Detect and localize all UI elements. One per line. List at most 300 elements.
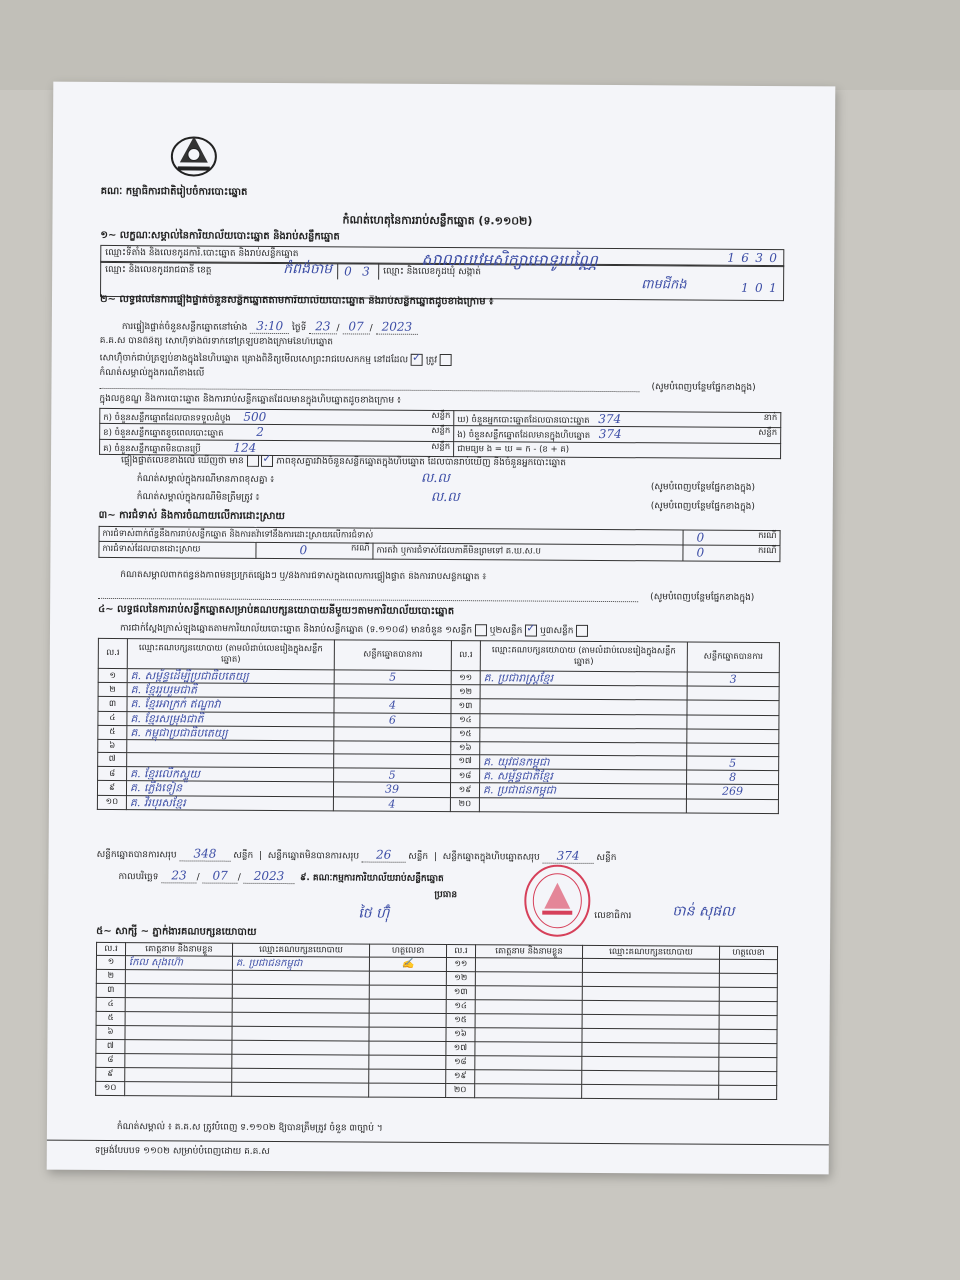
party-no: ១១ <box>451 671 480 685</box>
witness-name <box>475 1014 582 1029</box>
witness-no: ៦ <box>96 1025 125 1039</box>
total-invalid-unit: សន្លឹក <box>408 851 429 862</box>
witness-no: ១៨ <box>446 1056 475 1070</box>
witness-no: ១៦ <box>446 1028 475 1042</box>
two-sheet-checkbox[interactable] <box>525 625 537 637</box>
seal-yes-checkbox[interactable] <box>411 354 423 366</box>
seal-check-text: គ.គ.ស បានពិនិត្យ សោហ៊ុំទាំងពីរទាក់នៅត្រឡប់ខាងក្រោមនៃហិបឆ្នោត <box>99 335 334 348</box>
w-col-no-left <box>96 942 125 955</box>
discrepancy-note-label: កំណត់សម្គាល់ក្នុងករណីមានភាពខុសគ្នា ៖ <box>136 474 275 485</box>
party-no: ១២ <box>451 685 480 699</box>
secretary-label: លេខាធិការ <box>594 910 632 922</box>
discrepancy-note-fill: (សូមបំពេញបន្ថែមផ្នែកខាងក្នុង) <box>650 482 756 493</box>
section1-heading: ១~ លក្ខណៈសម្គាល់នៃការិយាល័យបោះឆ្នោត និងរាប់សន្លឹកឆ្នោត <box>100 229 340 243</box>
section2-heading: ២~ លទ្ធផលនៃការផ្ទៀងផ្ទាត់ចំនួនសន្លឹកឆ្នោតតាមការិយាល័យបោះឆ្នោត និងរាប់សន្លឹកឆ្នោតដូចខាងក្រោម ៖ <box>99 293 494 308</box>
witness-signature: ✍ <box>369 957 446 971</box>
total-valid-unit: សន្លឹក <box>233 850 254 861</box>
party-name: គ. យុវជនកម្ពុជា <box>480 755 687 770</box>
count-sheets-line <box>120 622 588 637</box>
party-no: ១ <box>98 668 127 682</box>
witness-no: ៨ <box>96 1053 125 1067</box>
wall-background <box>0 0 960 90</box>
col-no-right-text: ល.រ <box>459 650 473 661</box>
party-name <box>480 699 687 714</box>
total-valid-value: 348 <box>179 846 230 861</box>
witness-row <box>96 1081 777 1099</box>
party-votes <box>687 700 779 715</box>
resolved-unit: ករណី <box>350 543 370 554</box>
witness-signature <box>719 973 777 987</box>
witness-signature <box>369 1013 446 1027</box>
col-votes-right <box>687 642 779 673</box>
office-code-2: 6 <box>741 250 749 265</box>
party-votes: 3 <box>687 672 779 687</box>
footer-divider <box>47 1140 829 1146</box>
witness-name <box>475 1070 582 1085</box>
witness-signature <box>369 999 446 1013</box>
witness-name <box>475 1028 582 1043</box>
spoiled-unit: សន្លឹក <box>431 426 451 437</box>
party-votes: 39 <box>333 782 450 797</box>
party-no: ២ <box>98 683 127 697</box>
party-no: ១៣ <box>451 699 480 713</box>
ballot-intro: ក្នុងលក្ខខណ្ឌ និងការបោះឆ្នោត និងការរាប់សន្លឹកឆ្នោតដែលមានក្នុងហិបឆ្នោតដូចខាងក្រោម ៖ <box>99 393 401 406</box>
party-no: ៩ <box>97 781 126 795</box>
w-col-sign-right-text: ហត្ថលេខា <box>732 947 765 958</box>
witness-no: ២០ <box>446 1084 475 1098</box>
nec-emblem-icon <box>168 128 220 178</box>
verification-time-line: ការផ្ទៀងផ្ទាត់ចំនួនសន្លឹកឆ្នោតនៅម៉ោង 3:10 ថ្ងៃទី 23 / 07 / 2023 <box>122 318 418 335</box>
appeal-value: 0 <box>696 545 705 560</box>
province-code-1: 0 <box>344 264 352 279</box>
section5-heading: ៥~ សាក្សី ~ ភ្នាក់ងារគណបក្សនយោបាយ <box>96 925 257 938</box>
verification-day: 23 <box>309 319 336 334</box>
party-name <box>480 727 687 742</box>
party-votes: 6 <box>334 712 451 727</box>
signing-date-label: កាលបរិច្ឆេទ <box>118 872 159 883</box>
witness-party <box>232 984 369 999</box>
witness-party <box>232 1026 369 1041</box>
seal-status-text: សោហ៊ុំចាក់ជាប់ត្រឡប់ខាងក្នុងនៃហិបឆ្នោត គ្រោងពិនិត្យមើលសោព្រះរាជបេសកកម្ម នៅដដែល <box>99 353 409 366</box>
objections-total-cell <box>683 530 780 546</box>
witness-party <box>582 958 719 973</box>
col-votes-left-text: សន្លឹកឆ្នោតបានការ <box>363 649 423 661</box>
witness-party <box>582 1028 719 1043</box>
witness-no: ៩ <box>96 1067 125 1081</box>
w-col-name-right-text: គោត្តនាម និងនាមខ្លួន <box>495 946 563 957</box>
section4-heading: ៤~ លទ្ធផលនៃការរាប់សន្លឹកឆ្នោតសម្រាប់គណបក្សនយោបាយនីមួយៗតាមការិយាល័យបោះឆ្នោត <box>98 603 455 618</box>
witness-name <box>475 1084 582 1099</box>
party-no: ៧ <box>98 752 127 766</box>
witness-name <box>475 1000 582 1015</box>
party-name <box>127 740 334 754</box>
commune-code-2: 0 <box>755 280 763 295</box>
spoiled-label: ខ) ចំនួនសន្លឹកឆ្នោតខូចពេលបោះឆ្នោត <box>103 428 224 440</box>
witness-no: ១ <box>96 955 125 969</box>
form-footer: ទម្រង់បែបបទ ១១០២ សម្រាប់បំពេញដោយ គ.គ.ស <box>94 1145 270 1157</box>
party-name <box>480 685 687 700</box>
witness-no: ១៣ <box>446 986 475 1000</box>
w-col-sign-left <box>369 944 446 957</box>
witness-party <box>582 1084 719 1099</box>
party-votes: 4 <box>334 698 451 713</box>
commune-code-1: 1 <box>741 280 749 295</box>
seal-note-label: កំណត់សម្គាល់ក្នុងករណីខាងលើ <box>99 367 205 379</box>
col-no-left <box>98 638 127 668</box>
resolved-value: 0 <box>299 543 308 558</box>
party-votes: 5 <box>687 756 779 771</box>
party-name: គ. ខ្មែរអាក្រក់ ឥណ្ឌាវា <box>127 697 334 712</box>
compare-yes-checkbox[interactable] <box>247 455 259 467</box>
irregularity-note-line <box>98 588 638 602</box>
party-no: ៨ <box>98 767 127 781</box>
witness-no: ១០ <box>96 1081 125 1095</box>
witness-party <box>582 1000 719 1015</box>
witness-party <box>232 970 369 985</box>
province-label: ឈ្មោះ និងលេខកូដរាជធានី ខេត្ត <box>105 264 212 276</box>
row-voters <box>454 411 781 428</box>
party-votes <box>687 743 779 757</box>
witness-party <box>232 1040 369 1055</box>
party-name: គ. ខ្មែរលើកស្ទួយ <box>127 767 334 782</box>
party-votes: 8 <box>687 770 779 785</box>
witness-party <box>232 1012 369 1027</box>
w-col-name-left <box>125 943 232 957</box>
objections-total-value: 0 <box>696 530 705 545</box>
irregular-note-label: កំណត់សម្គាល់ក្នុងករណីមិនត្រឹមត្រូវ ៖ <box>136 492 260 503</box>
witness-no: ១២ <box>446 972 475 986</box>
total-invalid-label: សន្លឹកឆ្នោតមិនបានការសរុប <box>267 850 360 862</box>
ballot-count-form <box>47 82 836 1175</box>
party-no: ១៧ <box>451 754 480 768</box>
objections-table <box>98 526 780 562</box>
province-value: កំពង់ចាម <box>283 261 333 278</box>
witness-no: ២ <box>96 969 125 983</box>
col-party-right <box>480 641 687 672</box>
verification-time-label: ការផ្ទៀងផ្ទាត់ចំនួនសន្លឹកឆ្នោតនៅម៉ោង <box>121 322 248 333</box>
witness-party <box>582 1014 719 1029</box>
witness-signature <box>719 1029 777 1043</box>
party-no: ៥ <box>98 725 127 739</box>
party-name: គ. វិរបុរសខ្មែរ <box>126 795 333 810</box>
seal-status-line <box>100 352 452 366</box>
witness-signature <box>369 1055 446 1069</box>
w-col-sign-left-text: ហត្ថលេខា <box>391 945 425 956</box>
committee-label: ៩. គណៈកម្មការការិយាល័យរាប់សន្លឹកឆ្នោត <box>299 873 444 885</box>
signing-date: កាលបរិច្ឆេទ 23 / 07 / 2023 ៩. គណៈកម្មការការិយាល័យរាប់សន្លឹកឆ្នោត <box>118 868 444 885</box>
witness-party <box>232 1082 369 1097</box>
w-col-sign-right <box>719 946 777 959</box>
office-code-1: 1 <box>727 250 735 265</box>
voters-value: 374 <box>598 411 622 427</box>
witness-name <box>125 1068 232 1083</box>
commune-value: ពាមជីកង <box>641 277 687 293</box>
party-votes <box>334 754 451 769</box>
w-col-party-right <box>582 945 719 959</box>
compare-no-checkbox[interactable] <box>261 455 273 467</box>
w-col-party-right-text: ឈ្មោះគណបក្សនយោបាយ <box>609 946 693 958</box>
resolved-label-cell <box>99 542 256 558</box>
seal-yes-label: ត្រូវ <box>425 355 438 366</box>
witness-name: កែល សុងហ៊ោ <box>125 956 232 971</box>
form-title: កំណត់ហេតុនៃការរាប់សន្លឹកឆ្នោត (ទ.១១០២) <box>342 213 533 228</box>
official-stamp-icon <box>522 863 592 939</box>
province-code-2: 3 <box>362 264 370 279</box>
witness-party <box>232 1068 369 1083</box>
witness-no: ៤ <box>96 997 125 1011</box>
witness-signature <box>719 959 777 973</box>
witness-name <box>125 998 232 1013</box>
party-votes: 5 <box>334 768 451 783</box>
count-sheets-text: ការជាក់ស្ដែងក្រាស់ឡុងឆ្នោតតាមការិយាល័យបោះឆ្នោត និងរាប់សន្លឹកឆ្នោត (ទ.១១០៨) មានចំនួន ១សន្លឹក <box>119 623 473 636</box>
party-name: គ. សម្ព័ន្ធដើម្បីប្រជាធិបតេយ្យ <box>127 669 334 684</box>
witness-name <box>125 1040 232 1055</box>
footnote: កំណត់សម្គាល់ ៖ គ.គ.ស ត្រូវបំពេញ ទ.១១០២ ឱ្យបានត្រឹមត្រូវ ចំនួន ៣ច្បាប់ ។ <box>116 1122 383 1134</box>
witness-signature <box>369 1069 446 1083</box>
row-spoiled <box>100 424 454 442</box>
objections-total-unit: ករណី <box>758 530 777 542</box>
date-prefix: ថ្ងៃទី <box>292 323 307 334</box>
witness-name <box>475 986 582 1001</box>
seal-no-checkbox[interactable] <box>440 354 452 366</box>
appeal-unit: ករណី <box>757 546 777 557</box>
ballot-counts-table <box>99 408 781 459</box>
party-name: គ. ប្រជាជនកម្ពុជា <box>479 783 686 798</box>
resolved-label: ការជំទាស់ដែលបានដោះស្រាយ <box>102 544 201 556</box>
witness-name <box>475 1042 582 1057</box>
commune-label: ឈ្មោះ និងលេខកូដឃុំ សង្កាត់ <box>383 266 482 278</box>
resolved-value-cell <box>256 543 373 559</box>
unused-label: គ) ចំនួនសន្លឹកឆ្នោតមិនបានប្រើ <box>103 443 201 455</box>
party-name <box>480 713 687 728</box>
objections-header-text: ការជំទាស់ពាក់ព័ន្ធនឹងការរាប់សន្លឹកឆ្នោត និងការតវ៉ាទៅនឹងការដោះស្រាយលើការជំទាស់ <box>102 529 374 541</box>
total-box-unit: សន្លឹក <box>596 852 617 864</box>
signing-year: 2023 <box>244 869 295 884</box>
witness-name <box>125 1012 232 1027</box>
col-party-left <box>127 639 334 670</box>
total-invalid-value: 26 <box>362 848 405 863</box>
in-box-label: ង) ចំនួនសន្លឹកឆ្នោតដែលមានក្នុងហិបឆ្នោត <box>457 430 591 442</box>
witness-signature <box>719 1085 777 1099</box>
party-votes <box>334 684 451 699</box>
chair-label: ប្រធាន <box>434 889 458 901</box>
irregular-note-value: ល.ល <box>430 489 460 506</box>
appeal-value-cell <box>683 545 780 561</box>
irregularity-note-fill: (សូមបំពេញបន្ថែមផ្នែកខាងក្នុង) <box>650 592 755 603</box>
party-row <box>97 795 778 813</box>
party-votes: 5 <box>334 670 451 685</box>
party-no: ១៩ <box>450 783 479 797</box>
party-name: គ. សម្ព័ន្ធជាតិខ្មែរ <box>480 769 687 784</box>
witness-party <box>582 1042 719 1057</box>
verification-month: 07 <box>342 319 369 334</box>
appeal-label-cell <box>373 543 683 560</box>
commune-code-3: 1 <box>769 280 777 296</box>
witness-party: គ. ប្រជាជនកម្ពុជា <box>232 956 369 971</box>
signing-day: 23 <box>161 868 196 883</box>
party-name: គ. ខ្មែររួបរួមជាតិ <box>127 683 334 698</box>
w-col-party-left-text: ឈ្មោះគណបក្សនយោបាយ <box>259 944 343 956</box>
party-rows <box>97 668 779 813</box>
secretary-signature: ចាន់ សុផល <box>672 903 735 920</box>
witness-signature <box>719 1057 777 1071</box>
witness-signature <box>369 1041 446 1055</box>
witness-name <box>125 970 232 985</box>
witness-signature <box>719 987 777 1001</box>
witness-name <box>125 984 232 999</box>
w-col-no-right <box>446 945 475 958</box>
seal-check-line <box>100 336 790 351</box>
party-name <box>479 797 686 812</box>
discrepancy-note-value: ល.ល <box>420 470 450 487</box>
witness-party <box>582 1070 719 1085</box>
party-votes-table <box>97 638 780 814</box>
appeal-label: ការតវ៉ា ឬការជំទាស់ដែលភាគីមិនព្រមទៅ គ.ឃ.ស.ប <box>376 546 541 558</box>
col-votes-left <box>334 640 451 671</box>
party-name: គ. ខ្មែរសម្រុងជាតិ <box>127 711 334 726</box>
in-box-value: 374 <box>598 427 622 442</box>
unused-unit: សន្លឹក <box>431 441 451 452</box>
witness-name <box>125 1082 232 1097</box>
compare-line <box>121 454 781 470</box>
witness-no: ១៥ <box>446 1014 475 1028</box>
total-box-value: 374 <box>543 849 594 864</box>
party-no: ៦ <box>98 739 127 752</box>
office-code-box <box>723 250 783 266</box>
party-no: ១០ <box>97 795 126 809</box>
one-sheet-checkbox[interactable] <box>475 624 487 636</box>
province-code-box <box>337 263 379 279</box>
three-sheet-label: ឬ៣សន្លឹក <box>540 626 574 637</box>
witness-table <box>95 942 778 1100</box>
witness-name <box>125 1026 232 1041</box>
spoiled-value: 2 <box>256 425 264 440</box>
col-party-right-text: ឈ្មោះគណបក្សនយោបាយ (តាមលំដាប់លេខរៀងក្នុងសន្លឹកឆ្នោត) <box>491 645 676 667</box>
row-in-box <box>454 426 781 443</box>
received-value: 500 <box>243 409 267 424</box>
office-code-3: 3 <box>755 250 763 265</box>
party-no: ១៤ <box>451 713 480 727</box>
witness-signature <box>369 985 446 999</box>
party-no: ១៨ <box>451 769 480 783</box>
office-location-label: ឈ្មោះទីតាំង និងលេខកូដការិ.បោះឆ្នោត និងរាប់សន្លឹកឆ្នោត <box>105 247 299 260</box>
party-name: គ. ភ្លើងទៀន <box>126 781 333 796</box>
compare-label: ផ្ទៀងផ្ទាត់លេខខាងលើ ឃើញថា មាន <box>120 455 244 467</box>
witness-name <box>475 1056 582 1071</box>
w-col-name-right <box>475 945 582 959</box>
w-col-no-right-text: ល.រ <box>454 945 468 957</box>
witness-no: ៣ <box>96 983 125 997</box>
three-sheet-checkbox[interactable] <box>576 625 588 637</box>
witness-no: ១៤ <box>446 1000 475 1014</box>
verification-time-value: 3:10 <box>250 319 289 334</box>
two-sheet-label: ឬ២សន្លឹក <box>489 625 523 636</box>
witness-party <box>582 986 719 1001</box>
w-col-party-left <box>232 943 369 957</box>
witness-no: ១១ <box>446 958 475 972</box>
party-votes <box>687 686 779 701</box>
witness-signature <box>719 1071 777 1085</box>
witness-signature <box>719 1043 777 1057</box>
total-valid-label: សន្លឹកឆ្នោតបានការសរុប <box>96 849 177 861</box>
party-no: ៤ <box>98 711 127 725</box>
witness-signature <box>369 971 446 985</box>
witness-party <box>582 1056 719 1071</box>
party-name: គ. ប្រជារាស្ត្រខ្មែរ <box>480 671 687 686</box>
witness-signature <box>719 1015 777 1029</box>
unused-value: 124 <box>233 440 257 455</box>
witness-name <box>475 958 582 973</box>
party-votes: 4 <box>333 796 450 811</box>
irregular-note-fill: (សូមបំពេញបន្ថែមផ្នែកខាងក្នុង) <box>650 501 755 512</box>
party-name: គ. កម្ពុជាប្រជាធិបតេយ្យ <box>127 725 334 740</box>
witness-signature <box>369 1027 446 1041</box>
party-votes <box>687 715 779 730</box>
witness-signature <box>369 1083 446 1097</box>
total-box-label: សន្លឹកឆ្នោតក្នុងហិបឆ្នោតសរុប <box>442 852 540 863</box>
school-name-value: សាលាបឋមសិក្សាមោទូរបណ្ណៃ <box>421 249 598 270</box>
signing-month: 07 <box>202 869 237 884</box>
compare-tail: ភាពខុសគ្នារវាងចំនួនសន្លឹកឆ្នោតក្នុងហិបឆ្នោត ដែលបានរាប់ឃើញ និងចំនួនអ្នកបោះឆ្នោត <box>276 456 566 469</box>
chair-signature: ថៃ ហ៊ុំ <box>358 905 390 922</box>
witness-no: ១៩ <box>446 1070 475 1084</box>
party-votes <box>686 799 778 814</box>
party-votes <box>334 727 451 742</box>
totals-row: សន្លឹកឆ្នោតបានការសរុប 348 សន្លឹក | សន្លឹកឆ្នោតមិនបានការសរុប 26 សន្លឹក | សន្លឹកឆ្នោតក្នុងហិបឆ្នោតសរុប 374 សន្លឹក <box>96 846 617 864</box>
office-code-4: 0 <box>769 250 777 266</box>
witness-no: ៥ <box>96 1011 125 1025</box>
voters-unit: នាក់ <box>763 412 778 424</box>
w-col-name-left-text: គោត្តនាម និងនាមខ្លួន <box>145 944 213 955</box>
party-name <box>127 753 334 768</box>
irregularity-note: កំណត់សម្គាល់ពាក់ព័ន្ធនឹងភាពមិនប្រក្រតីផ្សេងៗ ឬ/និងការជំទាស់ក្នុងពេលការផ្ទៀងផ្ទាត់ និងការរាប់សន្លឹកឆ្នោត ៖ <box>120 570 487 583</box>
witness-no: ១៧ <box>446 1042 475 1056</box>
party-no: ២០ <box>450 797 479 811</box>
w-col-no-left-text: ល.រ <box>104 943 118 954</box>
witness-party <box>582 972 719 987</box>
col-no-left-text: ល.រ <box>106 648 120 659</box>
party-no: ៣ <box>98 697 127 711</box>
in-box-unit: សន្លឹក <box>758 428 778 439</box>
seal-note-line <box>99 378 639 392</box>
col-no-right <box>451 641 480 671</box>
party-no: ១៥ <box>451 727 480 741</box>
party-no: ១៦ <box>451 741 480 754</box>
received-label: ក) ចំនួនសន្លឹកឆ្នោតដែលបានទទួលដំបូង <box>103 412 231 424</box>
seal-note-fill: (សូមបំពេញបន្ថែមផ្នែកខាងក្នុង) <box>651 382 756 393</box>
witness-party <box>232 1054 369 1069</box>
witness-no: ៧ <box>96 1039 125 1053</box>
witness-party <box>232 998 369 1013</box>
col-party-left-text: ឈ្មោះគណបក្សនយោបាយ (តាមលំដាប់លេខរៀងក្នុងសន្លឹកឆ្នោត) <box>138 643 323 665</box>
party-votes: 269 <box>686 784 778 799</box>
row-received <box>100 408 454 426</box>
formula-text: ជាមធ្យម ង = ឃ = ក - (ខ + គ) <box>457 443 570 455</box>
commune-code-box <box>737 280 783 296</box>
witness-name <box>125 1054 232 1069</box>
witness-name <box>475 972 582 987</box>
witness-rows <box>96 955 778 1099</box>
col-votes-right-text: សន្លឹកឆ្នោតបានការ <box>703 652 764 663</box>
verification-year: 2023 <box>376 320 419 335</box>
received-unit: សន្លឹក <box>431 410 451 422</box>
witness-signature <box>719 1001 777 1015</box>
party-votes <box>687 729 779 744</box>
voters-label: ឃ) ចំនួនអ្នកបោះឆ្នោតដែលបានបោះឆ្នោត <box>457 415 590 426</box>
party-votes <box>334 741 451 755</box>
section3-heading: ៣~ ការជំទាស់ និងការចំណាយលើការដោះស្រាយ <box>98 509 286 523</box>
party-name <box>480 742 687 756</box>
